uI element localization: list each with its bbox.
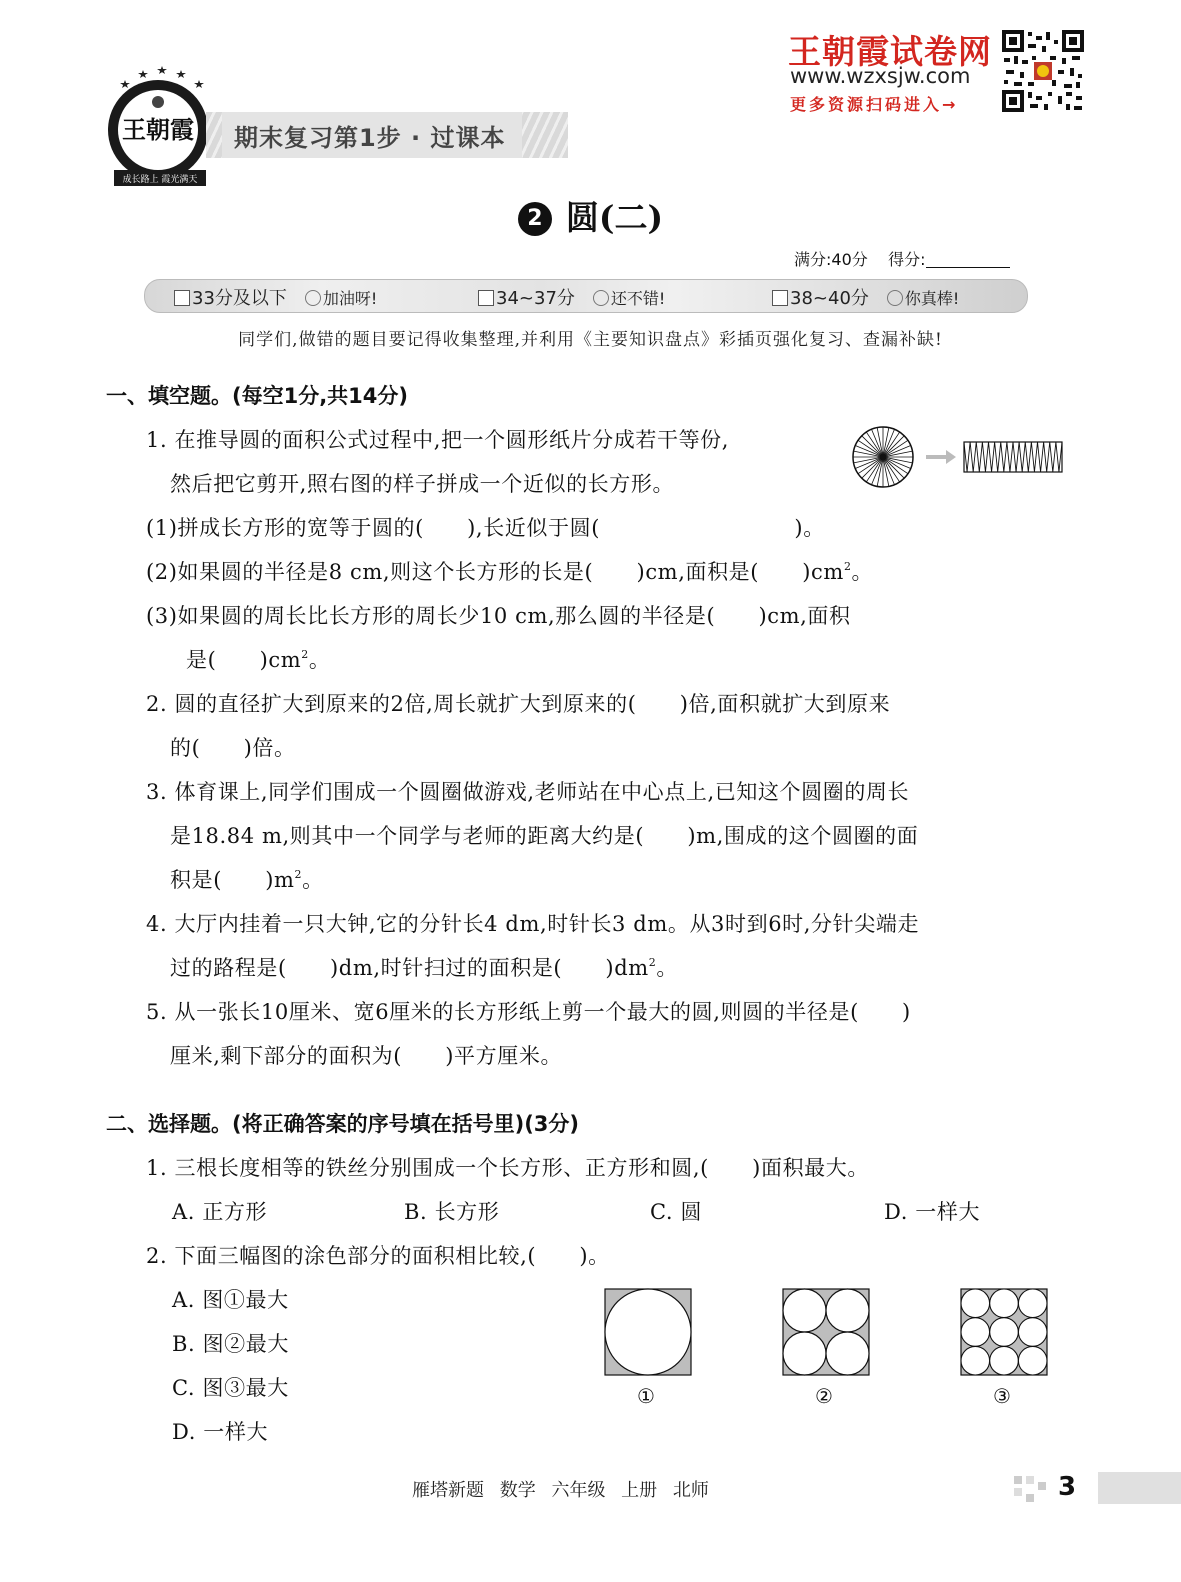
lesson-title-text: 圆(二) [565, 198, 664, 237]
choice-2-option-c[interactable]: C. 图③最大 [172, 1376, 289, 1400]
unit-superscript: 2 [294, 868, 303, 881]
score-blank[interactable] [926, 251, 1010, 268]
grade-checkbox-3[interactable] [772, 290, 788, 306]
question-4-line-2 [170, 952, 678, 982]
grade-range-1: 33分及以下 [192, 288, 287, 309]
lesson-title [0, 192, 1181, 239]
question-1-part-3-cont-text: 是( )cm [186, 648, 302, 672]
grade-option-2 [478, 284, 665, 310]
section-2-title: 二、选择题。(将正确答案的序号填在括号里)(3分) [106, 1112, 580, 1136]
lesson-number-badge: 2 [518, 202, 552, 236]
unit-superscript: 2 [301, 648, 309, 661]
choice-1-option-b[interactable]: B. 长方形 [404, 1200, 500, 1224]
question-3-line-3 [170, 864, 324, 894]
circle-to-rectangle-figure [850, 424, 1066, 494]
choice-1-option-c[interactable]: C. 圆 [650, 1200, 703, 1224]
choice-2-option-b[interactable]: B. 图②最大 [172, 1332, 289, 1356]
grade-checkbox-1[interactable] [174, 290, 190, 306]
brand-tagline: 更多资源扫码进入→ [790, 95, 959, 114]
grade-option-3 [772, 284, 959, 310]
question-1-part-3-cont [186, 644, 330, 674]
page-number-bar [1098, 1472, 1181, 1504]
grade-cheer-1: 加油呀! [322, 289, 378, 308]
choice-2-option-d[interactable]: D. 一样大 [172, 1420, 269, 1444]
question-1-part-2-text: (2)如果圆的半径是8 cm,则这个长方形的长是( )cm,面积是( )cm [146, 560, 844, 584]
grade-cheer-2: 还不错! [610, 289, 666, 308]
score-label: 得分: [888, 250, 926, 269]
period: 。 [308, 648, 331, 672]
choice-question-2: 2. 下面三幅图的涂色部分的面积相比较,( )。 [146, 1244, 610, 1268]
question-4-line-2-text: 过的路程是( )dm,时针扫过的面积是( )dm [170, 956, 649, 980]
question-1-line-2: 然后把它剪开,照右图的样子拼成一个近似的长方形。 [170, 472, 675, 496]
page-number: 3 [1058, 1472, 1077, 1502]
grade-option-1 [174, 284, 377, 310]
full-score: 满分:40分 [794, 250, 868, 269]
grade-range-2: 34~37分 [496, 288, 575, 309]
choice-2-option-a[interactable]: A. 图①最大 [172, 1288, 289, 1312]
svg-text:成长路上 霞光满天: 成长路上 霞光满天 [122, 175, 198, 185]
question-1-part-3: (3)如果圆的周长比长方形的周长少10 cm,那么圆的半径是( )cm,面积 [146, 604, 851, 628]
section-1-title: 一、填空题。(每空1分,共14分) [106, 384, 409, 408]
svg-text:王朝霞: 王朝霞 [122, 115, 194, 144]
page-decoration [1014, 1476, 1048, 1504]
figure-2 [782, 1288, 870, 1380]
publisher-logo [100, 66, 218, 190]
figure-3 [960, 1288, 1048, 1380]
choice-1-option-d[interactable]: D. 一样大 [884, 1200, 981, 1224]
brand-url[interactable]: www.wzxsjw.com [790, 64, 971, 88]
question-3-line-3-text: 积是( )m [170, 868, 295, 892]
period: 。 [851, 560, 874, 584]
figure-1-label: ① [637, 1384, 655, 1408]
smile-icon [305, 290, 321, 306]
smile-icon [593, 290, 609, 306]
series-banner: 期末复习第1步 · 过课本 [234, 124, 506, 152]
figure-2-label: ② [815, 1384, 833, 1408]
period: 。 [656, 956, 678, 980]
question-3-line-2: 是18.84 m,则其中一个同学与老师的距离大约是( )m,围成的这个圆圈的面 [170, 824, 919, 848]
figure-3-label: ③ [993, 1384, 1011, 1408]
qr-code-icon[interactable] [1002, 30, 1084, 112]
unit-superscript: 2 [648, 956, 657, 969]
question-4-line-1: 4. 大厅内挂着一只大钟,它的分针长4 dm,时针长3 dm。从3时到6时,分针尖端走 [146, 912, 920, 936]
period: 。 [302, 868, 324, 892]
brand-name: 王朝霞试卷网 [788, 32, 992, 71]
choice-question-1: 1. 三根长度相等的铁丝分别围成一个长方形、正方形和圆,( )面积最大。 [146, 1156, 869, 1180]
figure-1 [604, 1288, 692, 1380]
question-1-part-1: (1)拼成长方形的宽等于圆的( ),长近似于圆( )。 [146, 516, 825, 540]
smile-icon [887, 290, 903, 306]
question-2-line-2: 的( )倍。 [170, 736, 296, 760]
question-1-part-2 [146, 556, 873, 586]
grade-checkbox-2[interactable] [478, 290, 494, 306]
grade-cheer-3: 你真棒! [904, 289, 960, 308]
question-2-line-1: 2. 圆的直径扩大到原来的2倍,周长就扩大到原来的( )倍,面积就扩大到原来 [146, 692, 891, 716]
grade-range-3: 38~40分 [790, 288, 869, 309]
unit-superscript: 2 [843, 560, 852, 573]
choice-1-option-a[interactable]: A. 正方形 [172, 1200, 268, 1224]
question-3-line-1: 3. 体育课上,同学们围成一个圆圈做游戏,老师站在中心点上,已知这个圆圈的周长 [146, 780, 910, 804]
study-note: 同学们,做错的题目要记得收集整理,并利用《主要知识盘点》彩插页强化复习、查漏补缺! [238, 330, 943, 350]
footer-info: 雁塔新题 数学 六年级 上册 北师 [412, 1480, 709, 1501]
question-5-line-1: 5. 从一张长10厘米、宽6厘米的长方形纸上剪一个最大的圆,则圆的半径是( ) [146, 1000, 911, 1024]
question-5-line-2: 厘米,剩下部分的面积为( )平方厘米。 [170, 1044, 563, 1068]
question-1-line-1: 1. 在推导圆的面积公式过程中,把一个圆形纸片分成若干等份, [146, 428, 730, 452]
score-line [794, 247, 1010, 270]
